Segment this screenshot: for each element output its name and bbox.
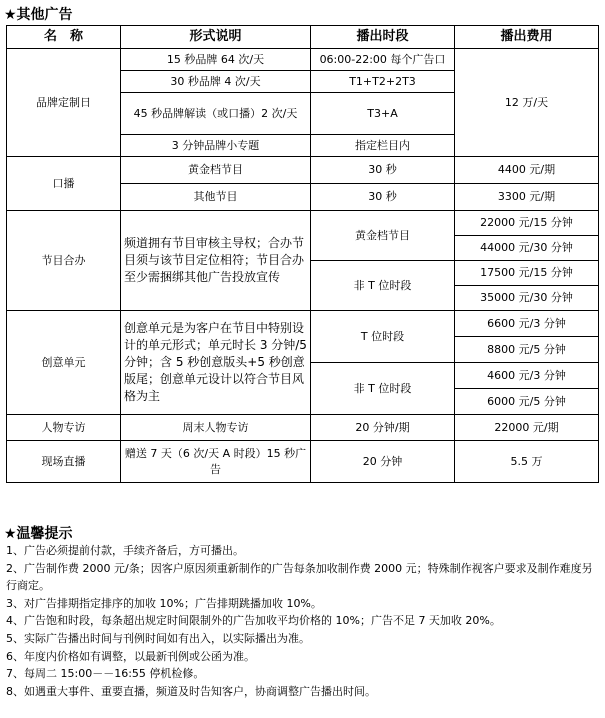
koubo-fee: 4400 元/期: [455, 157, 599, 184]
notes-title: ★温馨提示: [4, 526, 73, 542]
brand-time: 06:00-22:00 每个广告口: [311, 49, 455, 71]
live-desc: 赠送 7 天（6 次/天 A 时段）15 秒广告: [121, 441, 311, 483]
header-fee: 播出费用: [455, 26, 599, 49]
brand-desc: 45 秒品牌解读（或口播）2 次/天: [121, 93, 311, 135]
program-fee: 35000 元/30 分钟: [455, 286, 599, 311]
header-form: 形式说明: [121, 26, 311, 49]
table-header-row: [7, 26, 599, 49]
list-item: 1、广告必须提前付款，手续齐备后，方可播出。: [6, 544, 244, 557]
koubo-desc: 黄金档节目: [121, 157, 311, 184]
table-row: [7, 441, 599, 483]
person-time: 20 分钟/期: [311, 415, 455, 441]
koubo-time: 30 秒: [311, 184, 455, 211]
table-row: [7, 311, 599, 337]
list-item: 5、实际广告播出时间与刊例时间如有出入，以实际播出为准。: [6, 631, 310, 645]
person-fee: 22000 元/期: [455, 415, 599, 441]
list-item: 3、对广告排期指定排序的加收 10%；广告排期跳播加收 10%。: [6, 596, 322, 610]
program-fee: 17500 元/15 分钟: [455, 261, 599, 286]
table-row: [7, 415, 599, 441]
brand-name: 品牌定制日: [7, 49, 121, 157]
list-item: 2、广告制作费 2000 元/条；因客户原因须重新制作的广告每条加收制作费 2000 元；特殊制作视客户要求及制作难度另行商定。: [6, 561, 593, 593]
creative-slot: 非 T 位时段: [311, 363, 455, 415]
program-slot: 黄金档节目: [311, 211, 455, 261]
notes-list: [6, 542, 598, 700]
program-name: 节目合办: [7, 211, 121, 311]
brand-desc: 3 分钟品牌小专题: [121, 135, 311, 157]
koubo-fee: 3300 元/期: [455, 184, 599, 211]
list-item: 6、年度内价格如有调整，以最新刊例或公函为准。: [6, 649, 255, 663]
brand-time: T1+T2+2T3: [311, 71, 455, 93]
program-fee: 22000 元/15 分钟: [455, 211, 599, 236]
list-item: 4、广告饱和时段，每条超出规定时间限制外的广告加收平均价格的 10%；广告不足 7 天加收 20%。: [6, 614, 501, 628]
program-fee: 44000 元/30 分钟: [455, 236, 599, 261]
live-name: 现场直播: [7, 441, 121, 483]
creative-slot: T 位时段: [311, 311, 455, 363]
list-item: 7、每周二 15:00－－16:55 停机检修。: [6, 667, 205, 681]
person-name: 人物专访: [7, 415, 121, 441]
table-row: [7, 211, 599, 236]
live-time: 20 分钟: [311, 441, 455, 483]
creative-desc: 创意单元是为客户在节目中特别设计的单元形式；单元时长 3 分钟/5 分钟；含 5 秒创意版头+5 秒创意版尾；创意单元设计以符合节目风格为主: [121, 311, 311, 415]
list-item: 8、如遇重大事件、重要直播，频道及时告知客户，协商调整广告播出时间。: [6, 684, 376, 698]
header-time: 播出时段: [311, 26, 455, 49]
brand-desc: 15 秒品牌 64 次/天: [121, 49, 311, 71]
brand-time: T3+A: [311, 93, 455, 135]
person-desc: 周末人物专访: [121, 415, 311, 441]
koubo-desc: 其他节目: [121, 184, 311, 211]
header-name: 名 称: [7, 26, 121, 49]
creative-fee: 4600 元/3 分钟: [455, 363, 599, 389]
ad-price-table: [6, 25, 599, 483]
brand-time: 指定栏目内: [311, 135, 455, 157]
koubo-time: 30 秒: [311, 157, 455, 184]
table-row: [7, 49, 599, 71]
creative-fee: 6600 元/3 分钟: [455, 311, 599, 337]
creative-name: 创意单元: [7, 311, 121, 415]
program-slot: 非 T 位时段: [311, 261, 455, 311]
creative-fee: 8800 元/5 分钟: [455, 337, 599, 363]
section-title: ★其他广告: [4, 7, 73, 23]
table-row: [7, 157, 599, 184]
brand-desc: 30 秒品牌 4 次/天: [121, 71, 311, 93]
program-desc: 频道拥有节目审核主导权；合办节目须与该节目定位相符；节目合办至少需捆绑其他广告投放宣传: [121, 211, 311, 311]
brand-fee: 12 万/天: [455, 49, 599, 157]
live-fee: 5.5 万: [455, 441, 599, 483]
koubo-name: 口播: [7, 157, 121, 211]
creative-fee: 6000 元/5 分钟: [455, 389, 599, 415]
